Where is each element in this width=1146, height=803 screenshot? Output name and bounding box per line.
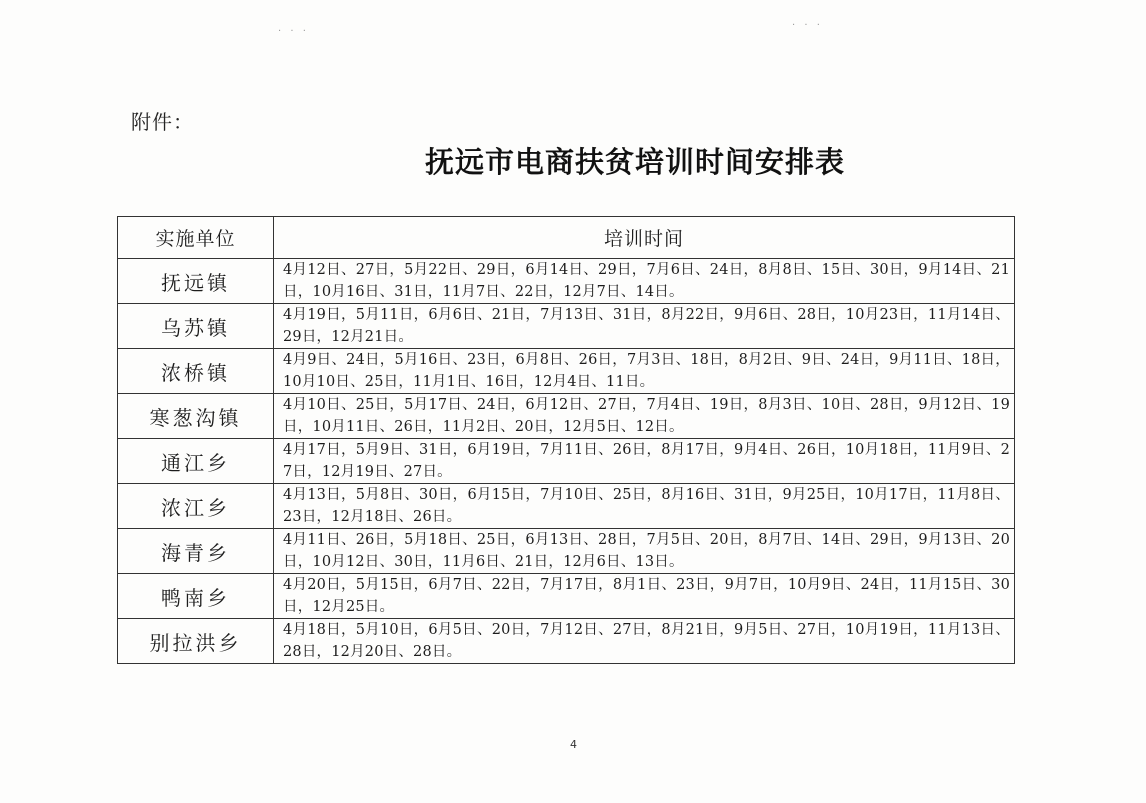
- unit-cell: 浓桥镇: [118, 349, 274, 394]
- header-unit: 实施单位: [118, 217, 274, 259]
- time-cell: 4月20日，5月15日，6月7日、22日，7月17日，8月1日、23日，9月7日，10月9日、24日，11月15日、30日，12月25日。: [274, 574, 1015, 619]
- table-row: [118, 574, 1015, 619]
- unit-cell: 抚远镇: [118, 259, 274, 304]
- unit-cell: 通江乡: [118, 439, 274, 484]
- page-number: 4: [570, 738, 577, 751]
- table-row: [118, 304, 1015, 349]
- scan-artifact-mark: · · ·: [278, 26, 309, 37]
- table-row: [118, 484, 1015, 529]
- time-cell: 4月11日、26日，5月18日、25日，6月13日、28日，7月5日、20日，8月7日、14日、29日，9月13日、20日，10月12日、30日，11月6日、21日，12月6日、13日。: [274, 529, 1015, 574]
- attachment-label: 附件：: [131, 110, 194, 134]
- table-row: [118, 619, 1015, 664]
- unit-cell: 寒葱沟镇: [118, 394, 274, 439]
- table-row: [118, 394, 1015, 439]
- time-cell: 4月12日、27日，5月22日、29日，6月14日、29日，7月6日、24日，8月8日、15日、30日，9月14日、21日，10月16日、31日，11月7日、22日，12月7日、14日。: [274, 259, 1015, 304]
- document-title: 抚远市电商扶贫培训时间安排表: [424, 145, 845, 179]
- header-time: 培训时间: [274, 217, 1015, 259]
- time-cell: 4月9日、24日，5月16日、23日，6月8日、26日，7月3日、18日，8月2日、9日、24日，9月11日、18日，10月10日、25日，11月1日、16日，12月4日、11日。: [274, 349, 1015, 394]
- table-row: [118, 259, 1015, 304]
- scan-artifact-mark: · · ·: [792, 20, 823, 31]
- table-row: [118, 439, 1015, 484]
- unit-cell: 乌苏镇: [118, 304, 274, 349]
- time-cell: 4月18日，5月10日，6月5日、20日，7月12日、27日，8月21日，9月5日、27日，10月19日，11月13日、28日，12月20日、28日。: [274, 619, 1015, 664]
- unit-cell: 别拉洪乡: [118, 619, 274, 664]
- time-cell: 4月13日，5月8日、30日，6月15日，7月10日、25日，8月16日、31日，9月25日，10月17日，11月8日、23日，12月18日、26日。: [274, 484, 1015, 529]
- unit-cell: 鸭南乡: [118, 574, 274, 619]
- time-cell: 4月10日、25日，5月17日、24日，6月12日、27日，7月4日、19日，8月3日、10日、28日，9月12日、19日，10月11日、26日，11月2日、20日，12月5日、12日。: [274, 394, 1015, 439]
- training-schedule-table: [117, 216, 1015, 664]
- table-row: [118, 349, 1015, 394]
- table-row: [118, 529, 1015, 574]
- unit-cell: 浓江乡: [118, 484, 274, 529]
- unit-cell: 海青乡: [118, 529, 274, 574]
- table-header-row: [118, 217, 1015, 259]
- time-cell: 4月19日，5月11日，6月6日、21日，7月13日、31日，8月22日，9月6日、28日，10月23日，11月14日、29日，12月21日。: [274, 304, 1015, 349]
- time-cell: 4月17日，5月9日、31日，6月19日，7月11日、26日，8月17日，9月4日、26日，10月18日，11月9日、27日，12月19日、27日。: [274, 439, 1015, 484]
